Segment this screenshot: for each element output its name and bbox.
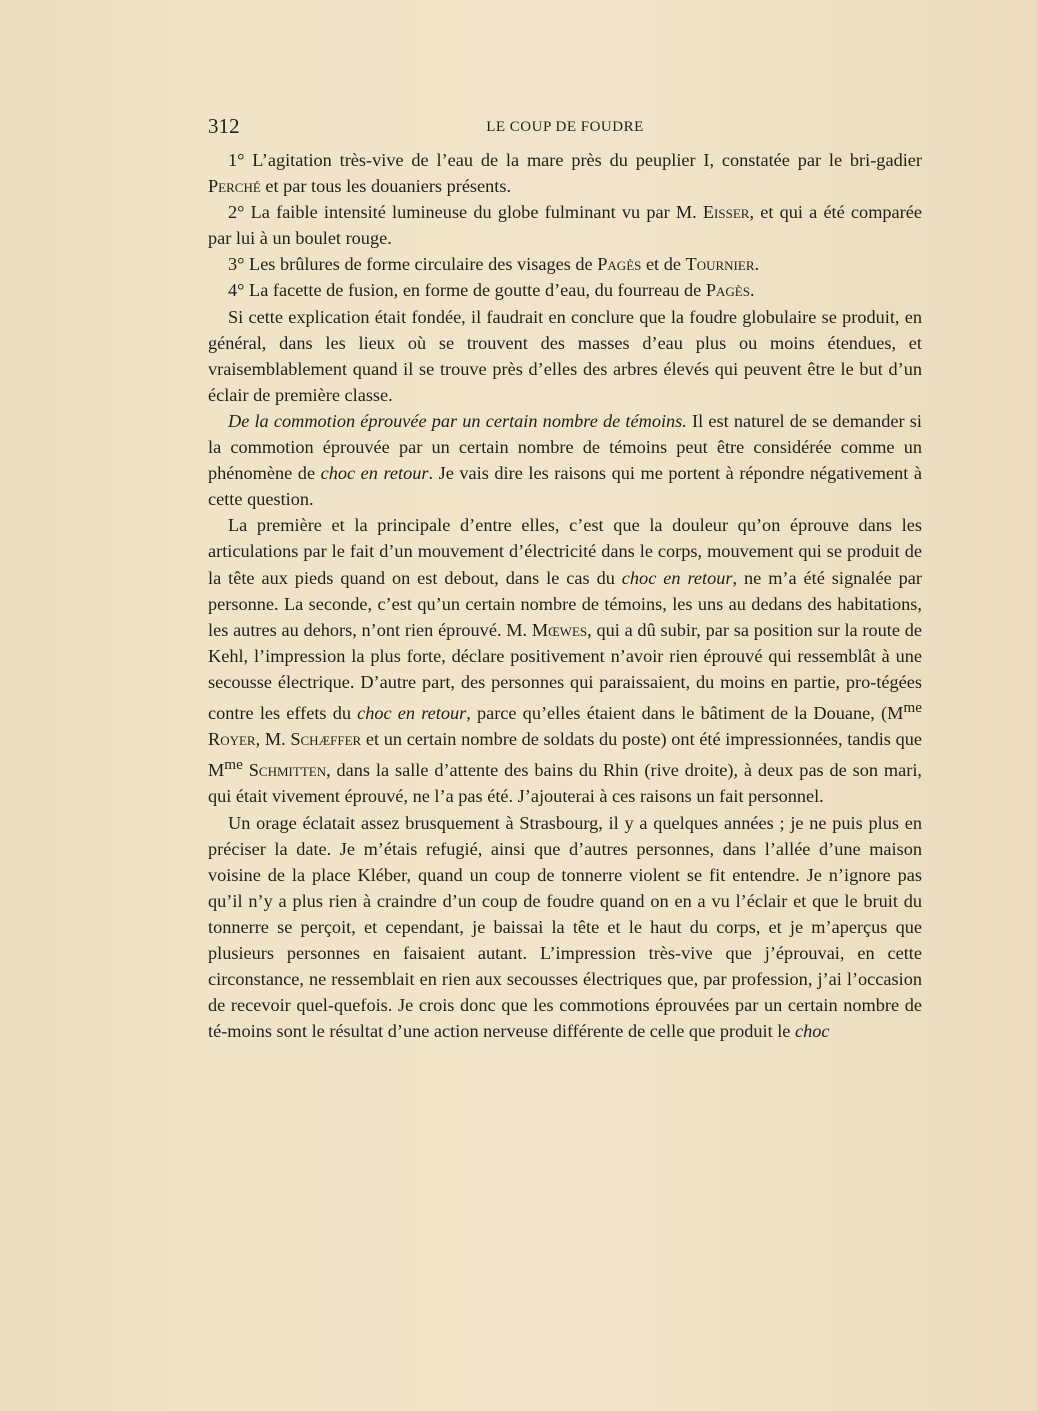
text-run: . Je vais dire les raisons qui me portent à répondre négativement à cette question. bbox=[208, 463, 922, 510]
person-name: Pagès bbox=[705, 280, 750, 301]
text-run: 1° L’agitation très-vive de l’eau de la mare près du peuplier I, constatée par le bri-gadier bbox=[228, 150, 922, 170]
text-run: et par tous les douaniers présents. bbox=[260, 176, 512, 197]
text-run: , qui a dû subir, par sa position sur la route de Kehl, l’impression la plus forte, déclare positivement n’avoir rien éprouvé qui ressemblât à une secousse électrique. D’autre part, des personnes qui paraissaient, du moins en partie, pro-tégées contre les effets du bbox=[208, 619, 922, 724]
superscript: me bbox=[224, 756, 243, 774]
person-name: Pagès bbox=[597, 254, 642, 275]
person-name: Tournier bbox=[685, 254, 755, 275]
italic-text: choc bbox=[795, 1021, 830, 1042]
italic-text: choc en retour bbox=[621, 567, 733, 588]
text-run: , parce qu’elles étaient dans le bâtiment de la Douane, (M bbox=[466, 703, 904, 724]
person-name: Perché bbox=[208, 176, 261, 197]
text-run: Il est naturel de se demander si la commotion éprouvée par un certain nombre de témoins peut être considérée comme un phénomène de bbox=[208, 410, 922, 484]
paragraph bbox=[208, 277, 922, 303]
paragraph bbox=[208, 408, 922, 512]
running-title: LE COUP DE FOUDRE bbox=[486, 119, 644, 135]
text-run: La première et la principale d’entre elles, c’est que la douleur qu’on éprouve dans les articulations par le fait d’un mouvement d’électricité dans le corps, mouvement qui se produit de la tête aux pieds quand on est debout, dans le cas du bbox=[208, 515, 922, 588]
person-name: Mœwes bbox=[531, 619, 588, 640]
page-number: 312 bbox=[208, 114, 240, 138]
italic-text: De la commotion éprouvée par un certain nombre de témoins. bbox=[228, 410, 687, 431]
page-header bbox=[208, 113, 922, 139]
text-run: et de bbox=[641, 254, 686, 275]
text-run: , et qui a été comparée par lui à un boulet rouge. bbox=[208, 202, 922, 249]
text-run: Un orage éclatait assez brusquement à Strasbourg, il y a quelques années ; je ne puis plus en préciser la date. Je m’étais refugié, ainsi que d’autres personnes, dans l’allée d’une maison voisine de la place Kléber, quand un coup de tonnerre violent se fit entendre. Je n’ignore pas qu’il n’y a plus rien à craindre d’un coup de foudre quand on en a vu l’éclair et que le bruit du tonnerre se perçoit, et cependant, je baissai la tête et le haut du corps, et je m’aperçus que plusieurs personnes en faisaient autant. L’impression très-vive que j’éprouvai, en cette circonstance, ne ressemblait en rien aux secousses électriques que, par profession, j’ai l’occasion de recevoir quel-quefois. Je crois donc que les commotions éprouvées par un certain nombre de té-moins sont le résultat d’une action nerveuse différente de celle que produit le bbox=[208, 812, 922, 1042]
text-run: , ne m’a été signalée par personne. La seconde, c’est qu’un certain nombre de témoins, les uns au dedans des habitations, les autres au dehors, n’ont rien éprouvé. M. bbox=[208, 567, 922, 640]
text-run: . bbox=[754, 254, 760, 275]
text-run: , dans la salle d’attente des bains du Rhin (rive droite), à deux pas de son mari, qui était vivement éprouvé, ne l’a pas été. J’ajouterai à ces raisons un fait personnel. bbox=[208, 760, 922, 807]
person-name: Schmitten bbox=[248, 760, 327, 781]
text-run: Si cette explication était fondée, il faudrait en conclure que la foudre globulaire se produit, en général, dans les lieux où se trouvent des masses d’eau plus ou moins étendues, et vraisemblablement quand il se trouve près d’elles des arbres élevés qui peuvent être le but d’un éclair de première classe. bbox=[208, 306, 922, 405]
superscript: me bbox=[903, 698, 922, 716]
italic-text: choc en retour bbox=[320, 463, 429, 484]
text-run: 2° La faible intensité lumineuse du globe fulminant vu par M. bbox=[228, 202, 703, 223]
italic-text: choc en retour bbox=[357, 703, 467, 724]
text-run: 4° La facette de fusion, en forme de goutte d’eau, du fourreau de bbox=[228, 280, 706, 301]
person-name: Eisser bbox=[702, 202, 750, 223]
paragraph bbox=[208, 251, 922, 277]
body-text bbox=[208, 147, 922, 1044]
paragraph bbox=[208, 199, 922, 251]
person-name: Schæffer bbox=[290, 729, 362, 750]
text-run: . bbox=[749, 280, 755, 301]
text-run: et un certain nombre de soldats du poste) ont été impressionnées, tandis que M bbox=[208, 729, 922, 781]
paragraph bbox=[208, 304, 922, 408]
text-run: , M. bbox=[255, 729, 291, 750]
paragraph bbox=[208, 810, 922, 1045]
paragraph bbox=[208, 147, 922, 199]
paragraph bbox=[208, 512, 922, 809]
person-name: Royer bbox=[208, 729, 256, 750]
text-run: 3° Les brûlures de forme circulaire des visages de bbox=[228, 254, 598, 275]
